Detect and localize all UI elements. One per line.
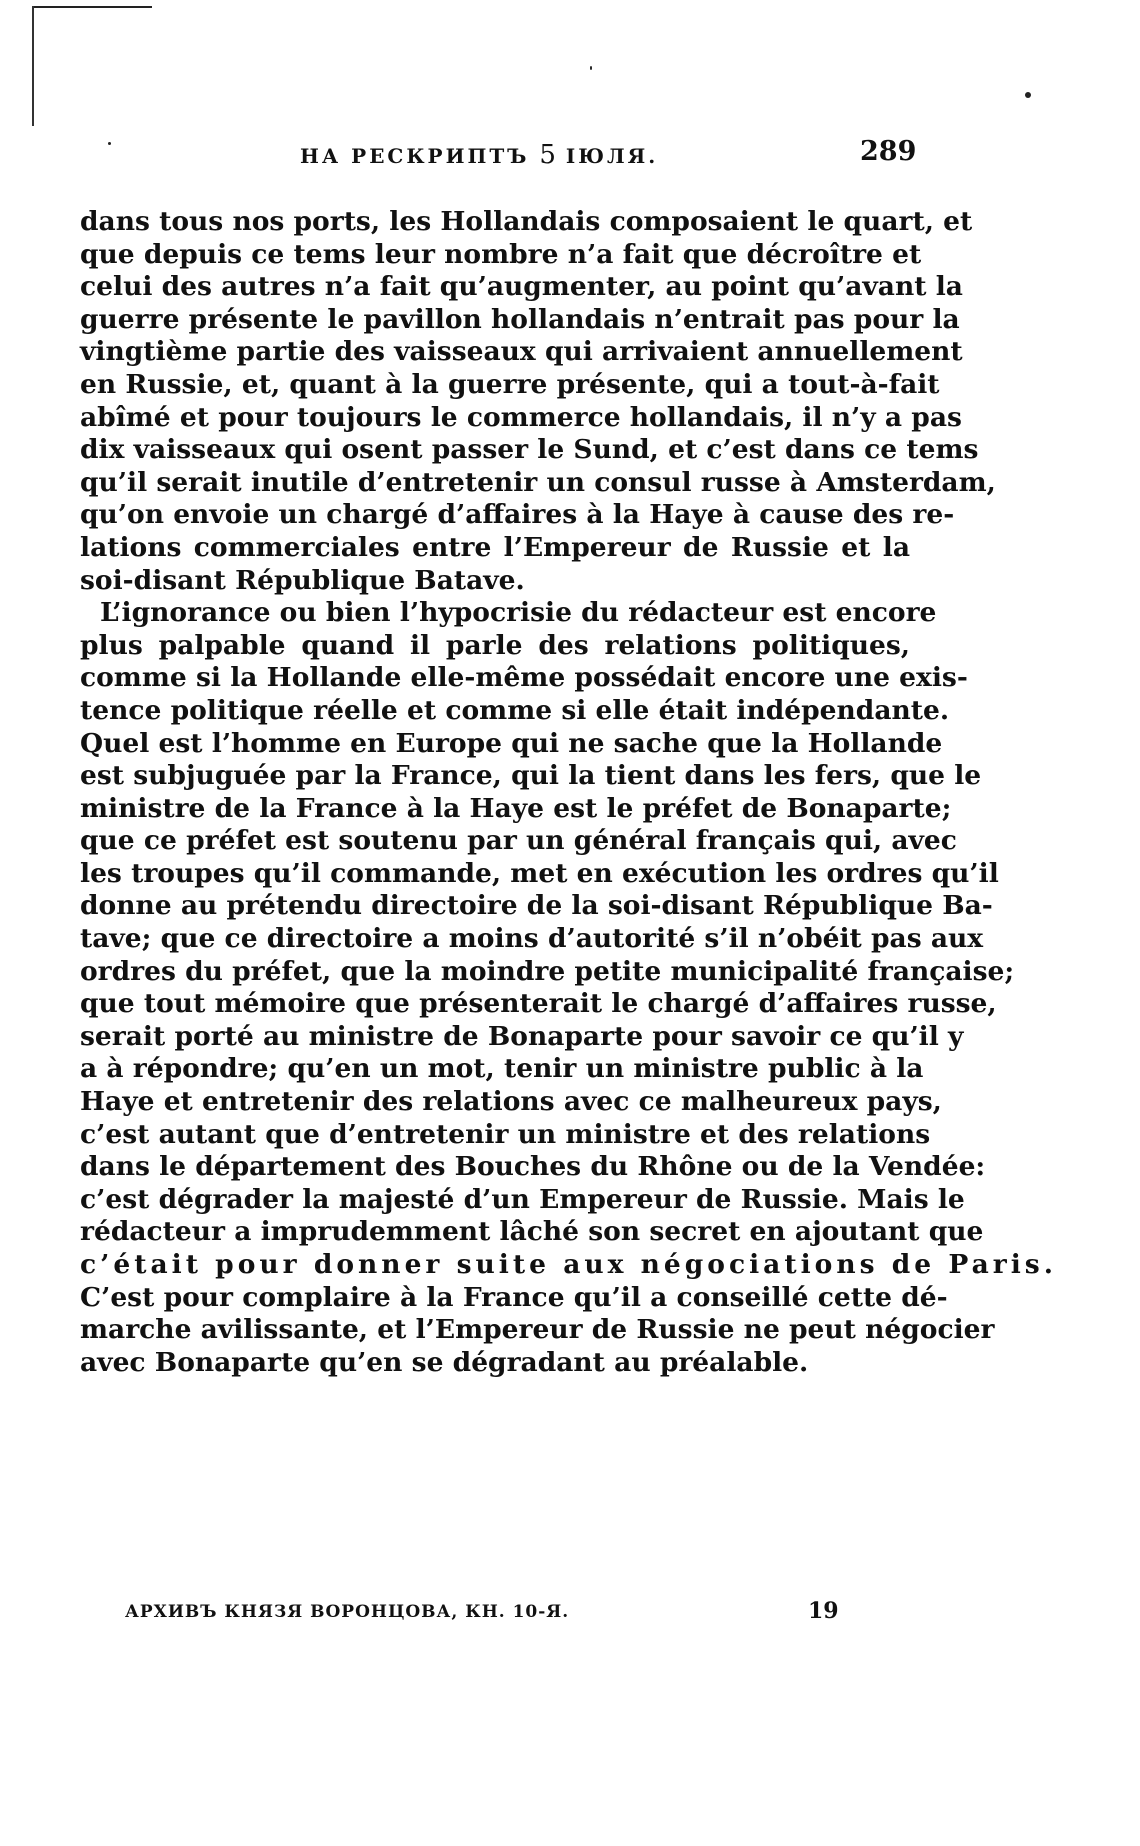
text-line: qu’on envoie un chargé d’affaires à la Haye à cause des re-	[80, 499, 955, 531]
text-line: que tout mémoire que présenterait le chargé d’affaires russe,	[80, 988, 997, 1020]
footer-sheet-number: 19	[808, 1598, 839, 1624]
text-line: guerre présente le pavillon hollandais n’entrait pas pour la	[80, 303, 960, 335]
page-number: 289	[860, 136, 917, 167]
text-line: que depuis ce tems leur nombre n’a fait que décroître et	[80, 238, 922, 270]
text-line: tave; que ce directoire a moins d’autorité s’il n’obéit pas aux	[80, 923, 984, 955]
text-line: tence politique réelle et comme si elle était indépendante.	[80, 694, 950, 726]
text-line: ordres du préfet, que la moindre petite municipalité française;	[80, 955, 1015, 987]
paragraph-2	[80, 597, 1057, 1379]
text-line: Quel est l’homme en Europe qui ne sache que la Hollande	[80, 727, 943, 759]
scan-border-top	[32, 6, 152, 8]
text-line: dans tous nos ports, les Hollandais composaient le quart, et	[80, 206, 973, 237]
running-head-suffix: ІЮЛЯ.	[565, 144, 659, 168]
text-line: vingtième partie des vaisseaux qui arrivaient annuellement	[80, 336, 963, 368]
text-line: dans le département des Bouches du Rhône ou de la Vendée:	[80, 1151, 986, 1183]
text-line: c’est autant que d’entretenir un ministre et des relations	[80, 1118, 931, 1150]
text-line: en Russie, et, quant à la guerre présente, qui a tout-à-fait	[80, 368, 940, 400]
text-line: que ce préfet est soutenu par un général français qui, avec	[80, 825, 957, 857]
running-head	[300, 140, 658, 170]
text-line: qu’il serait inutile d’entretenir un consul russe à Amsterdam,	[80, 466, 996, 498]
paragraph-1	[80, 206, 996, 597]
scan-speck	[108, 142, 111, 145]
text-line: c’était pour donner suite aux négociations de Paris.	[80, 1249, 1057, 1280]
text-line: lations commerciales entre l’Empereur de Russie et la	[80, 531, 910, 563]
scan-border-left	[32, 6, 34, 126]
scan-speck	[1025, 92, 1031, 98]
text-line: est subjuguée par la France, qui la tient dans les fers, que le	[80, 760, 982, 792]
text-line: a à répondre; qu’en un mot, tenir un ministre public à la	[80, 1053, 924, 1085]
text-line: C’est pour complaire à la France qu’il a conseillé cette dé-	[80, 1281, 948, 1313]
text-line: les troupes qu’il commande, met en exécution les ordres qu’il	[80, 857, 999, 889]
text-line: celui des autres n’a fait qu’augmenter, au point qu’avant la	[80, 271, 963, 303]
text-line: ministre de la France à la Haye est le préfet de Bonaparte;	[80, 792, 952, 824]
text-line: Haye et entretenir des relations avec ce malheureux pays,	[80, 1086, 942, 1118]
scan-speck	[590, 66, 592, 70]
text-line: avec Bonaparte qu’en se dégradant au préalable.	[80, 1346, 809, 1378]
text-line: comme si la Hollande elle-même possédait encore une exis-	[80, 662, 968, 694]
footer-signature: АРХИВЪ КНЯЗЯ ВОРОНЦОВА, КН. 10-Я.	[125, 1602, 570, 1622]
running-head-number: 5	[539, 140, 556, 170]
text-line: rédacteur a imprudemment lâché son secret en ajoutant que	[80, 1216, 984, 1248]
text-line: dix vaisseaux qui osent passer le Sund, et c’est dans ce tems	[80, 434, 979, 466]
text-line: L’ignorance ou bien l’hypocrisie du rédacteur est encore	[100, 597, 937, 629]
text-line: serait porté au ministre de Bonaparte pour savoir ce qu’il y	[80, 1020, 964, 1052]
text-line: plus palpable quand il parle des relations politiques,	[80, 629, 910, 661]
text-line: c’est dégrader la majesté d’un Empereur de Russie. Mais le	[80, 1183, 965, 1215]
text-line: donne au prétendu directoire de la soi-disant République Ba-	[80, 890, 993, 922]
text-line: abîmé et pour toujours le commerce hollandais, il n’y a pas	[80, 401, 962, 433]
running-head-prefix: НА РЕСКРИПТЪ	[300, 144, 530, 168]
text-line: soi-disant République Batave.	[80, 564, 525, 596]
body-text	[80, 206, 1057, 1379]
text-line: marche avilissante, et l’Empereur de Russie ne peut négocier	[80, 1314, 995, 1346]
